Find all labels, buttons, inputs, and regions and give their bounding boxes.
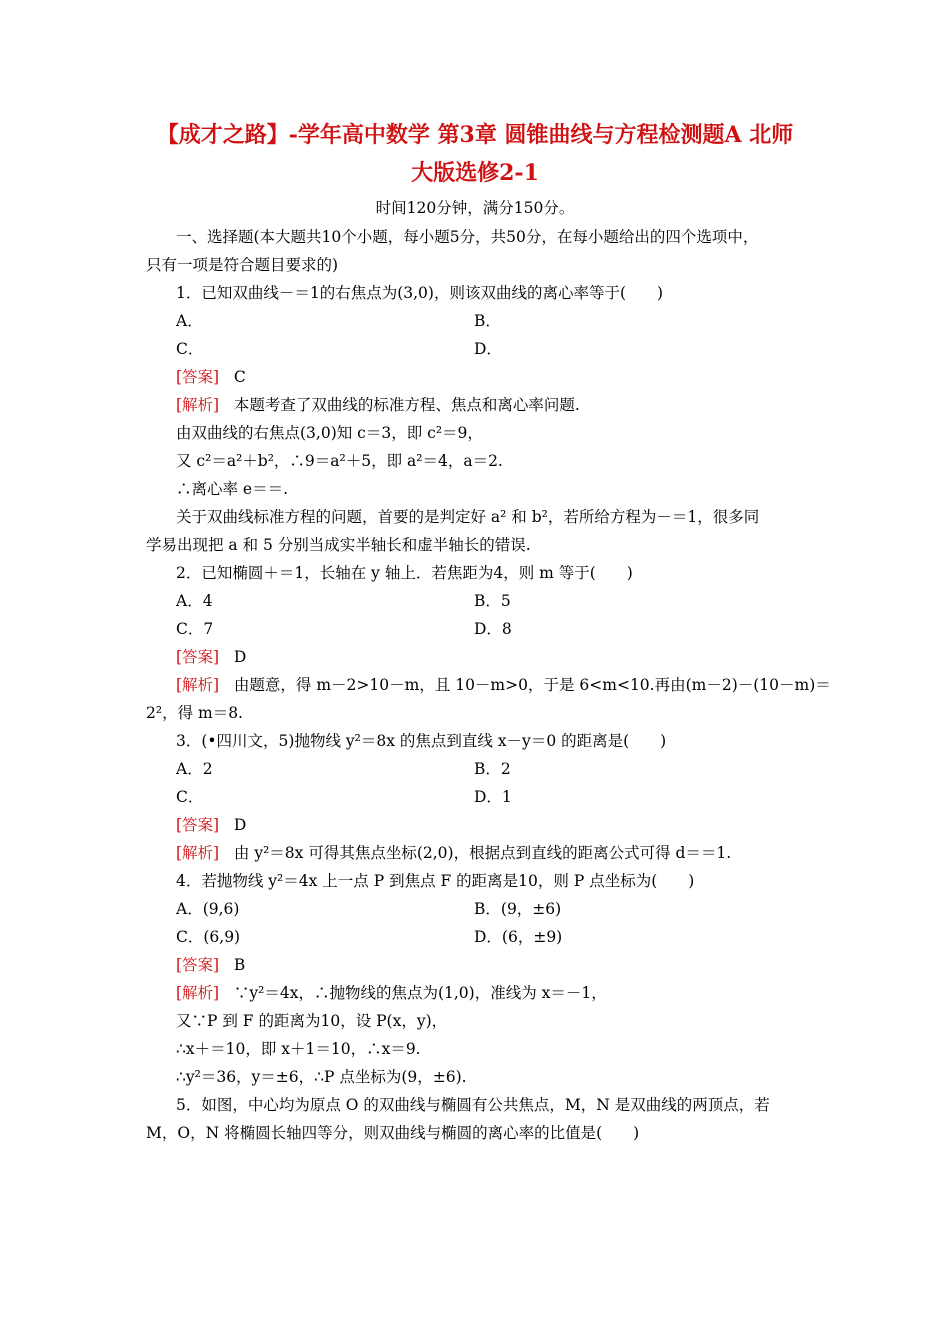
q1-analysis-line4: 关于双曲线标准方程的问题，首要的是判定好 a² 和 b²，若所给方程为－＝1，很多同: [176, 508, 760, 526]
analysis-label: [解析]: [176, 844, 220, 862]
section-intro-line1: 一、选择题(本大题共10个小题，每小题5分，共50分，在每小题给出的四个选项中，: [176, 228, 759, 246]
q3-analysis: 由 y²＝8x 可得其焦点坐标(2,0)，根据点到直线的距离公式可得 d＝＝1.: [233, 844, 732, 862]
q4-analysis: ∵y²＝4x，∴抛物线的焦点为(1,0)，准线为 x＝－1，: [233, 984, 607, 1002]
q3-stem: 3．(•四川文，5)抛物线 y²＝8x 的焦点到直线 x－y＝0 的距离是( ): [176, 732, 667, 750]
q2-answer-row: [176, 646, 246, 668]
q2-analysis-line2: 2²，得 m＝8.: [146, 704, 243, 722]
q3-option-d: D．1: [474, 788, 512, 806]
q1-analysis-line3: ∴离心率 e＝＝.: [176, 480, 289, 498]
q2-analysis: 由题意，得 m－2>10－m，且 10－m>0，于是 6<m<10.再由(m－2)－(10－m)＝: [233, 676, 831, 694]
q3-answer: D: [233, 816, 247, 834]
q5-stem-line2: M，O，N 将椭圆长轴四等分，则双曲线与椭圆的离心率的比值是( ): [146, 1124, 640, 1142]
q5-stem-line1: 5．如图，中心均为原点 O 的双曲线与椭圆有公共焦点，M，N 是双曲线的两顶点，若: [176, 1096, 770, 1114]
q4-option-b: B．(9，±6): [474, 900, 562, 918]
q1-analysis-row: [176, 394, 580, 416]
doc-title-line2: 大版选修2-1: [411, 160, 539, 186]
answer-label: [答案]: [176, 368, 220, 386]
q3-answer-row: [176, 814, 246, 836]
q4-answer-row: [176, 954, 245, 976]
q1-answer: C: [233, 368, 246, 386]
q1-analysis: 本题考查了双曲线的标准方程、焦点和离心率问题.: [233, 396, 580, 414]
q1-analysis-line1: 由双曲线的右焦点(3,0)知 c＝3，即 c²＝9，: [176, 424, 483, 442]
q1-option-c: C．: [176, 340, 204, 358]
q2-stem: 2．已知椭圆＋＝1，长轴在 y 轴上．若焦距为4，则 m 等于( ): [176, 564, 633, 582]
q3-analysis-row: [176, 842, 731, 864]
doc-title-line1: 【成才之路】-学年高中数学 第3章 圆锥曲线与方程检测题A 北师: [156, 122, 794, 148]
q4-option-d: D．(6，±9): [474, 928, 563, 946]
q2-option-a: A．4: [176, 592, 213, 610]
answer-label: [答案]: [176, 816, 220, 834]
q1-option-a: A．: [176, 312, 203, 330]
q4-option-c: C．(6,9): [176, 928, 241, 946]
answer-label: [答案]: [176, 956, 220, 974]
q3-option-a: A．2: [176, 760, 213, 778]
analysis-label: [解析]: [176, 396, 220, 414]
q1-stem: 1．已知双曲线－＝1的右焦点为(3,0)，则该双曲线的离心率等于( ): [176, 284, 664, 302]
analysis-label: [解析]: [176, 984, 220, 1002]
q1-analysis-line5: 学易出现把 a 和 5 分别当成实半轴长和虚半轴长的错误.: [146, 536, 531, 554]
q4-analysis-line4: ∴y²＝36，y＝±6，∴P 点坐标为(9，±6).: [176, 1068, 467, 1086]
q3-option-b: B．2: [474, 760, 511, 778]
answer-label: [答案]: [176, 648, 220, 666]
analysis-label: [解析]: [176, 676, 220, 694]
q1-option-b: B．: [474, 312, 501, 330]
q2-option-d: D．8: [474, 620, 512, 638]
q4-stem: 4．若抛物线 y²＝4x 上一点 P 到焦点 F 的距离是10，则 P 点坐标为( ): [176, 872, 695, 890]
q2-option-b: B．5: [474, 592, 511, 610]
q2-option-c: C．7: [176, 620, 214, 638]
q2-answer: D: [233, 648, 247, 666]
q2-analysis-row: [176, 674, 831, 696]
q4-option-a: A．(9,6): [176, 900, 240, 918]
doc-subtitle: 时间120分钟，满分150分。: [375, 199, 575, 217]
q1-option-d: D．: [474, 340, 502, 358]
q4-analysis-line3: ∴x＋＝10，即 x＋1＝10，∴x＝9.: [176, 1040, 421, 1058]
q1-answer-row: [176, 366, 246, 388]
q4-analysis-row: [176, 982, 607, 1004]
q1-analysis-line2: 又 c²＝a²＋b²，∴9＝a²＋5，即 a²＝4，a＝2.: [176, 452, 503, 470]
q4-analysis-line2: 又∵P 到 F 的距离为10，设 P(x，y)，: [176, 1012, 448, 1030]
q3-option-c: C．: [176, 788, 204, 806]
section-intro-line2: 只有一项是符合题目要求的): [146, 256, 339, 274]
q4-answer: B: [233, 956, 246, 974]
